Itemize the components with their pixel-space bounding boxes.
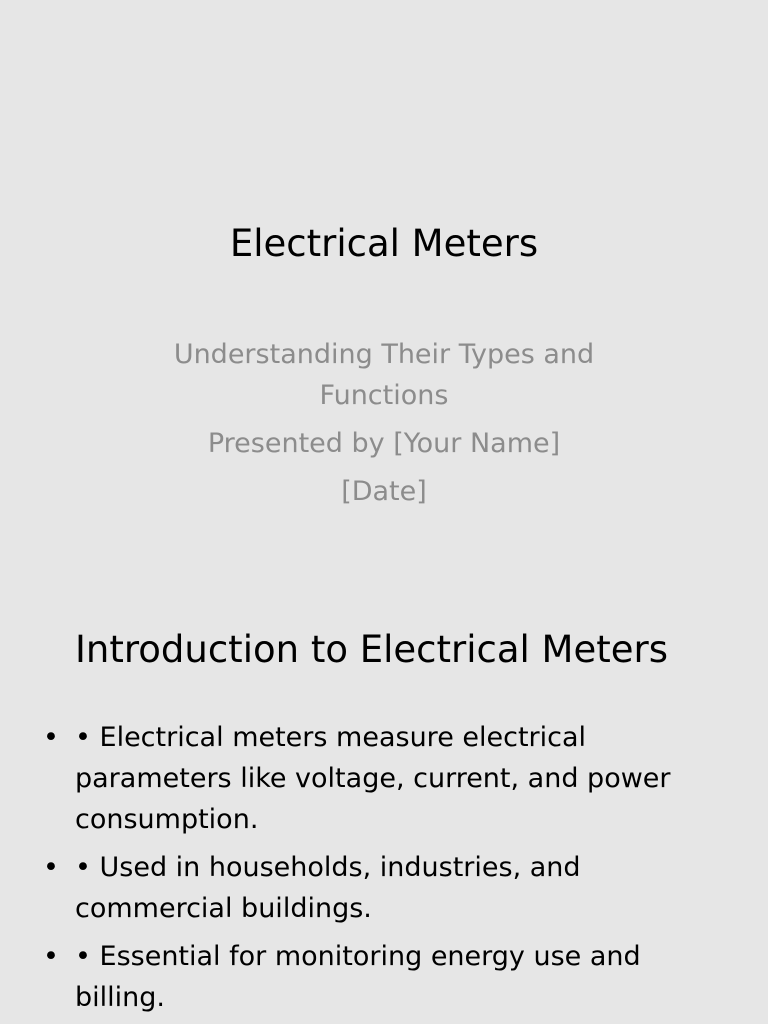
subtitle-line: Functions bbox=[319, 380, 449, 411]
list-item-text: • Essential for monitoring energy use and billing. bbox=[75, 941, 641, 1013]
bullet-icon: • bbox=[43, 722, 59, 753]
list-item bbox=[43, 847, 725, 929]
list-item-text: • Used in households, industries, and commercial buildings. bbox=[75, 852, 581, 924]
presenter-line: Presented by [Your Name] bbox=[207, 428, 561, 459]
list-item bbox=[43, 717, 725, 840]
subtitle-line: Understanding Their Types and bbox=[173, 339, 595, 370]
slide-subtitle bbox=[140, 334, 628, 512]
section-title: Introduction to Electrical Meters bbox=[75, 628, 668, 671]
list-item bbox=[43, 936, 725, 1018]
list-item-text: • Electrical meters measure electrical parameters like voltage, current, and power consumption. bbox=[75, 722, 671, 835]
bullet-list bbox=[43, 717, 725, 1024]
bullet-icon: • bbox=[43, 941, 59, 972]
slide-title: Electrical Meters bbox=[229, 222, 539, 265]
date-line: [Date] bbox=[341, 476, 427, 507]
bullet-icon: • bbox=[43, 852, 59, 883]
